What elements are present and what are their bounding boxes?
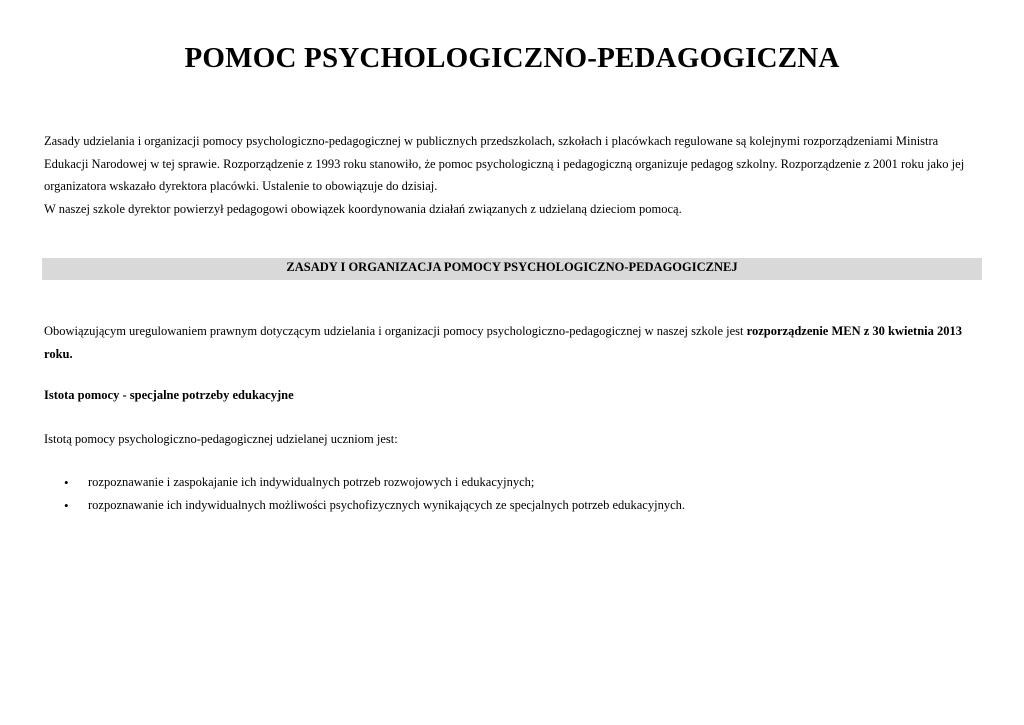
legal-basis-paragraph — [44, 320, 979, 366]
bullet-icon: • — [64, 475, 69, 490]
list-item-text: rozpoznawanie ich indywidualnych możliwości psychofizycznych wynikających ze specjalnych potrzeb edukacyjnych. — [88, 498, 685, 512]
intro-paragraph-school: W naszej szkole dyrektor powierzył pedagogowi obowiązek koordynowania działań związanych z udzielaną dzieciom pomocą. — [44, 201, 682, 216]
list-item-text: rozpoznawanie i zaspokajanie ich indywidualnych potrzeb rozwojowych i edukacyjnych; — [88, 475, 535, 489]
intro-paragraph: Zasady udzielania i organizacji pomocy psychologiczno-pedagogicznej w publicznych przedszkolach, szkołach i placówkach regulowane są kolejnymi rozporządzeniami Ministra Edukacji Narodowej w tej sprawie. Rozporządzenie z 1993 roku stanowiło, że pomoc psychologiczną i pedagogiczną organizuje pedagog szkolny. Rozporządzenie z 2001 roku jako jej organizatora wskazało dyrektora placówki. Ustalenie to obowiązuje do dzisiaj. — [44, 134, 965, 193]
list-item — [44, 494, 974, 517]
essence-intro: Istotą pomocy psychologiczno-pedagogicznej udzielanej uczniom jest: — [44, 432, 398, 446]
list-item — [44, 471, 974, 494]
bullet-icon: • — [64, 498, 69, 513]
page-title: POMOC PSYCHOLOGICZNO-PEDAGOGICZNA — [184, 42, 840, 74]
intro-section — [44, 130, 984, 220]
section-heading-bar: ZASADY I ORGANIZACJA POMOCY PSYCHOLOGICZNO-PEDAGOGICZNEJ — [42, 258, 982, 280]
legal-basis-text: Obowiązującym uregulowaniem prawnym dotyczącym udzielania i organizacji pomocy psychologiczno-pedagogicznej w naszej szkole jest — [44, 324, 747, 338]
legal-basis-regulation: rozporządzenie MEN z 30 kwietnia 2013 roku. — [44, 324, 963, 361]
bullet-list — [44, 471, 974, 517]
subheading: Istota pomocy - specjalne potrzeby edukacyjne — [44, 388, 294, 402]
